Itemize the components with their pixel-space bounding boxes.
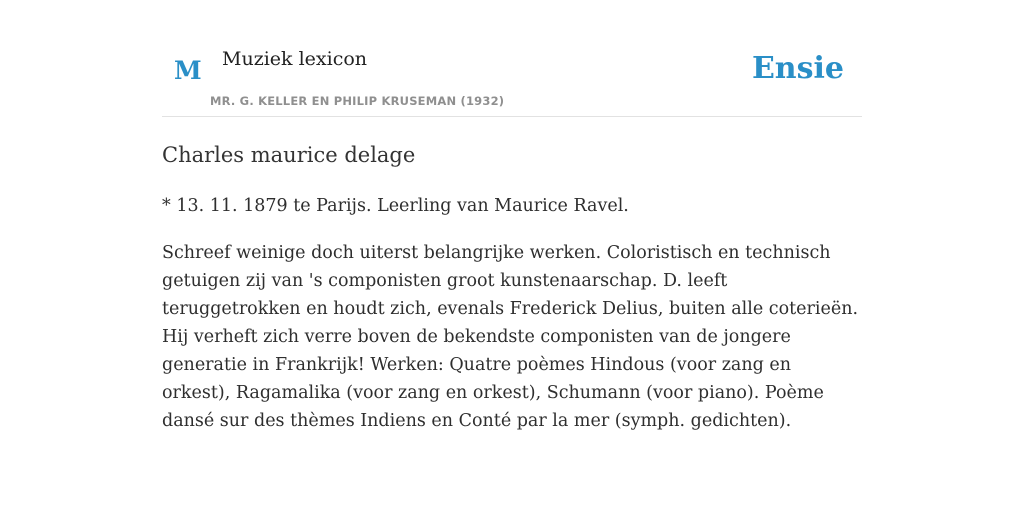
- dictionary-header: [162, 0, 862, 117]
- dictionary-authors: MR. G. KELLER EN PHILIP KRUSEMAN (1932): [210, 94, 505, 108]
- dictionary-title-link[interactable]: Muziek lexicon: [222, 48, 368, 70]
- dictionary-logo[interactable]: M: [174, 56, 202, 85]
- content-container: [162, 0, 862, 431]
- entry-body: [162, 192, 862, 454]
- entry-title: Charles maurice delage: [162, 143, 416, 167]
- ensie-logo[interactable]: Ensie: [751, 51, 844, 86]
- entry-paragraph-description: Schreef weinige doch uiterst belangrijke werken. Coloristisch en technisch getuigen zij van 's componisten groot kunstenaarschap. D. leeft teruggetrokken en houdt zich, evenals Frederick Delius, buiten alle coterieën. Hij verheft zich verre boven de bekendste componisten van de jongere generatie in Frankrijk! Werken: Quatre poèmes Hindous (voor zang en orkest), Ragamalika (voor zang en orkest), Schumann (voor piano). Poème dansé sur des thèmes Indiens en Conté par la mer (symph. gedichten).: [162, 243, 859, 431]
- entry-paragraph-birth: * 13. 11. 1879 te Parijs. Leerling van Maurice Ravel.: [162, 196, 629, 216]
